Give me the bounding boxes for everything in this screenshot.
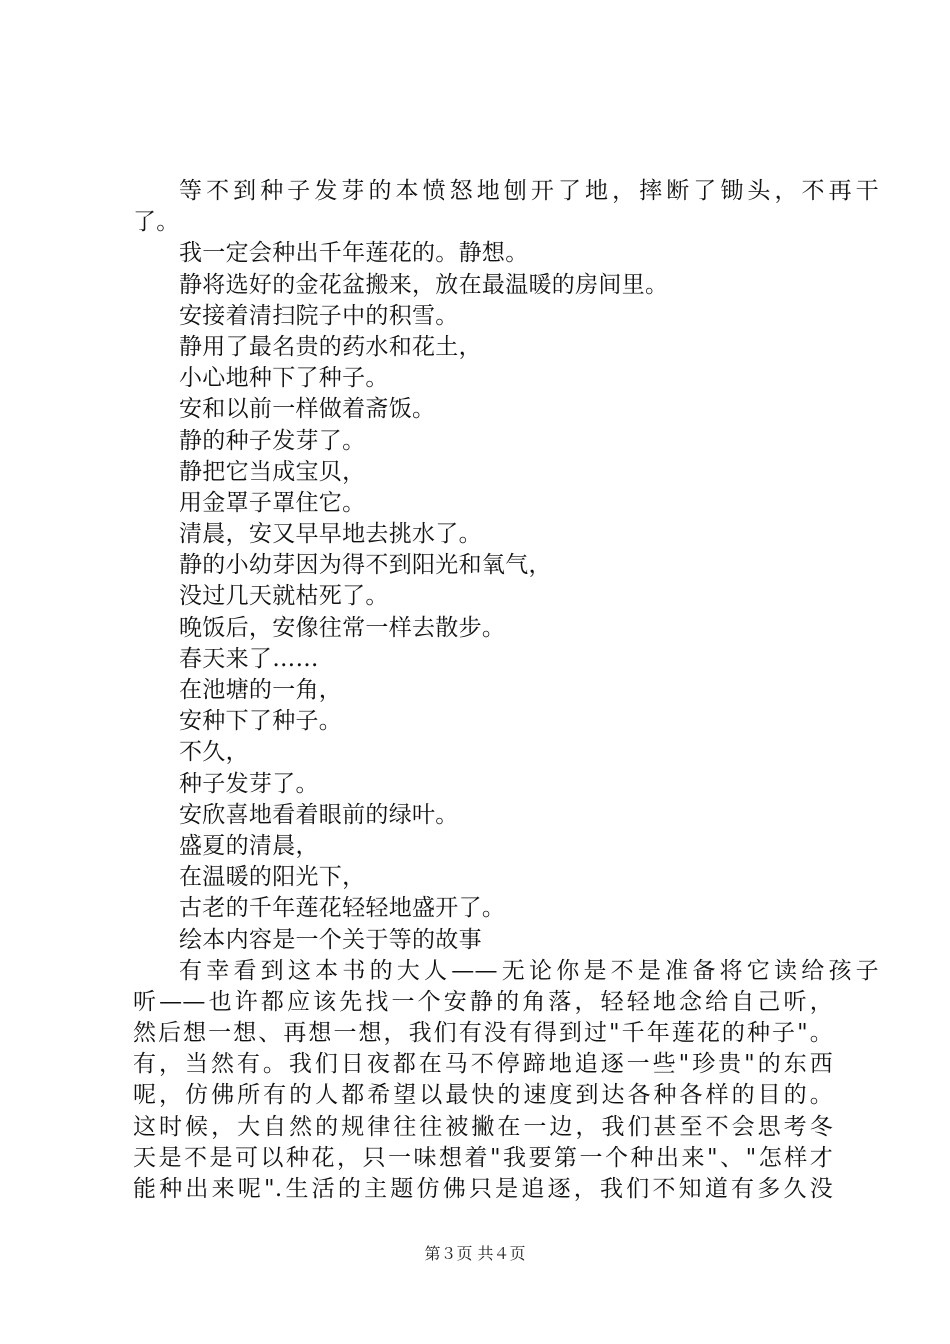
paragraph-line: 天是不是可以种花，只一味想着"我要第一个种出来"、"怎样才 (133, 1144, 833, 1171)
paragraph-line: 我一定会种出千年莲花的。静想。 (179, 240, 529, 267)
body-text (133, 176, 879, 1205)
paragraph-line: 种子发芽了。 (179, 770, 319, 797)
paragraph-line: 小心地种下了种子。 (179, 365, 389, 392)
paragraph-line: 晚饭后，安像往常一样去散步。 (179, 614, 506, 641)
paragraph-line: 有，当然有。我们日夜都在马不停蹄地追逐一些"珍贵"的东西 (133, 1051, 833, 1078)
paragraph-line: 这时候，大自然的规律往往被撇在一边，我们甚至不会思考冬 (133, 1113, 833, 1140)
paragraph-line: 春天来了…… (179, 645, 319, 672)
paragraph-line: 安接着清扫院子中的积雪。 (179, 302, 459, 329)
paragraph-line: 能种出来呢".生活的主题仿佛只是追逐，我们不知道有多久没 (133, 1176, 833, 1202)
paragraph-line: 在池塘的一角， (179, 677, 343, 703)
paragraph-line: 静的小幼芽因为得不到阳光和氧气， (179, 552, 552, 579)
paragraph-line: 有幸看到这本书的大人——无论你是不是准备将它读给孩子 (179, 957, 879, 984)
paragraph-line: 然后想一想、再想一想，我们有没有得到过"千年莲花的种子"。 (133, 1020, 833, 1047)
paragraph-line: 古老的千年莲花轻轻地盛开了。 (179, 895, 506, 922)
page-number-footer: 第３页 共４页 (424, 1244, 526, 1263)
paragraph-line: 听——也许都应该先找一个安静的角落，轻轻地念给自己听， (133, 988, 833, 1015)
paragraph-line: 安种下了种子。 (179, 708, 343, 735)
paragraph-line: 静把它当成宝贝， (179, 458, 366, 485)
paragraph-line: 静将选好的金花盆搬来，放在最温暖的房间里。 (179, 271, 669, 298)
paragraph-line: 没过几天就枯死了。 (179, 583, 389, 610)
paragraph-line: 静的种子发芽了。 (179, 427, 366, 454)
paragraph-line: 清晨，安又早早地去挑水了。 (179, 521, 482, 548)
paragraph-line: 安和以前一样做着斋饭。 (179, 396, 436, 423)
paragraph-line: 在温暖的阳光下， (179, 864, 366, 891)
paragraph-line: 安欣喜地看着眼前的绿叶。 (179, 801, 459, 828)
paragraph-line: 绘本内容是一个关于等的故事 (179, 926, 482, 953)
paragraph-line: 静用了最名贵的药水和花土， (179, 333, 482, 360)
paragraph-line: 了。 (133, 209, 180, 236)
paragraph-line: 用金罩子罩住它。 (179, 489, 366, 516)
paragraph-line: 等不到种子发芽的本愤怒地刨开了地，摔断了锄头，不再干 (179, 178, 879, 204)
paragraph-line: 呢，仿佛所有的人都希望以最快的速度到达各种各样的目的。 (133, 1082, 833, 1109)
paragraph-line: 盛夏的清晨， (179, 832, 319, 859)
paragraph-line: 不久， (179, 739, 249, 766)
